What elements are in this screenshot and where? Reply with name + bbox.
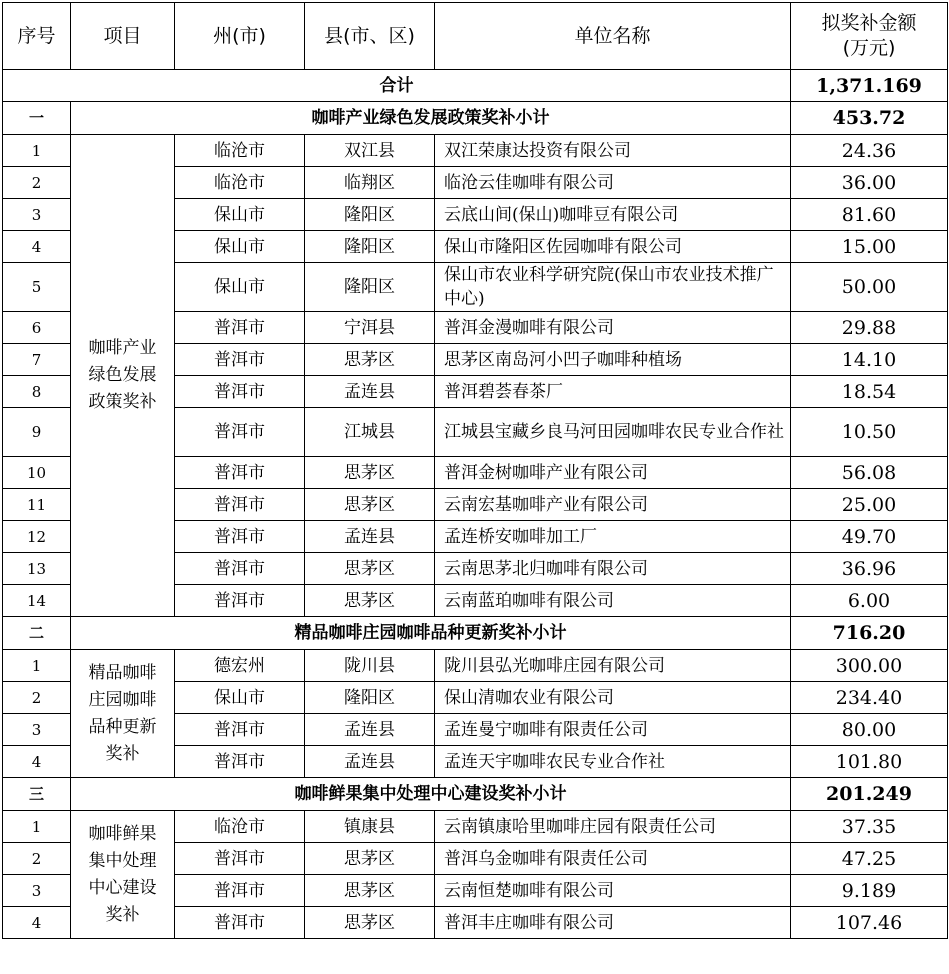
total-row — [3, 70, 948, 102]
row-county: 宁洱县 — [305, 312, 435, 344]
row-unit: 云南宏基咖啡产业有限公司 — [435, 489, 791, 521]
row-county: 思茅区 — [305, 457, 435, 489]
header-unit: 单位名称 — [435, 3, 791, 70]
row-prefecture: 德宏州 — [175, 650, 305, 682]
row-amount: 81.60 — [791, 199, 948, 231]
row-unit: 保山市隆阳区佐园咖啡有限公司 — [435, 231, 791, 263]
row-unit: 江城县宝藏乡良马河田园咖啡农民专业合作社 — [435, 408, 791, 457]
row-unit: 孟连曼宁咖啡有限责任公司 — [435, 714, 791, 746]
row-prefecture: 保山市 — [175, 682, 305, 714]
section-seq: 二 — [3, 617, 71, 650]
row-prefecture: 普洱市 — [175, 875, 305, 907]
row-prefecture: 普洱市 — [175, 746, 305, 778]
row-unit: 云南恒楚咖啡有限公司 — [435, 875, 791, 907]
section-subtotal-label: 精品咖啡庄园咖啡品种更新奖补小计 — [71, 617, 791, 650]
row-unit: 云底山间(保山)咖啡豆有限公司 — [435, 199, 791, 231]
row-county: 孟连县 — [305, 746, 435, 778]
row-seq: 1 — [3, 811, 71, 843]
row-county: 思茅区 — [305, 843, 435, 875]
header-row — [3, 3, 948, 70]
row-seq: 1 — [3, 135, 71, 167]
row-prefecture: 普洱市 — [175, 489, 305, 521]
section-subtotal-label: 咖啡鲜果集中处理中心建设奖补小计 — [71, 778, 791, 811]
row-unit: 保山清咖农业有限公司 — [435, 682, 791, 714]
row-amount: 14.10 — [791, 344, 948, 376]
row-amount: 107.46 — [791, 907, 948, 939]
row-unit: 普洱丰庄咖啡有限公司 — [435, 907, 791, 939]
row-seq: 3 — [3, 199, 71, 231]
row-county: 陇川县 — [305, 650, 435, 682]
category-cell: 精品咖啡庄园咖啡品种更新奖补 — [71, 650, 175, 778]
row-seq: 4 — [3, 231, 71, 263]
row-seq: 8 — [3, 376, 71, 408]
row-amount: 47.25 — [791, 843, 948, 875]
total-amount: 1,371.169 — [791, 70, 948, 102]
section-seq: 一 — [3, 102, 71, 135]
row-amount: 49.70 — [791, 521, 948, 553]
row-prefecture: 普洱市 — [175, 312, 305, 344]
row-seq: 2 — [3, 843, 71, 875]
row-seq: 3 — [3, 714, 71, 746]
category-cell: 咖啡鲜果集中处理中心建设奖补 — [71, 811, 175, 939]
total-label: 合计 — [3, 70, 791, 102]
row-unit: 普洱碧荟春茶厂 — [435, 376, 791, 408]
row-prefecture: 普洱市 — [175, 714, 305, 746]
row-county: 江城县 — [305, 408, 435, 457]
row-prefecture: 普洱市 — [175, 408, 305, 457]
row-amount: 36.96 — [791, 553, 948, 585]
row-amount: 6.00 — [791, 585, 948, 617]
row-amount: 101.80 — [791, 746, 948, 778]
row-prefecture: 临沧市 — [175, 811, 305, 843]
row-prefecture: 普洱市 — [175, 344, 305, 376]
row-unit: 保山市农业科学研究院(保山市农业技术推广中心) — [435, 263, 791, 312]
row-unit: 双江荣康达投资有限公司 — [435, 135, 791, 167]
row-amount: 9.189 — [791, 875, 948, 907]
row-unit: 云南镇康哈里咖啡庄园有限责任公司 — [435, 811, 791, 843]
row-amount: 234.40 — [791, 682, 948, 714]
row-county: 思茅区 — [305, 553, 435, 585]
row-seq: 6 — [3, 312, 71, 344]
row-unit: 孟连桥安咖啡加工厂 — [435, 521, 791, 553]
row-seq: 4 — [3, 746, 71, 778]
row-unit: 云南蓝珀咖啡有限公司 — [435, 585, 791, 617]
row-unit: 普洱金漫咖啡有限公司 — [435, 312, 791, 344]
header-amount — [791, 3, 948, 70]
row-amount: 50.00 — [791, 263, 948, 312]
row-prefecture: 临沧市 — [175, 167, 305, 199]
row-county: 临翔区 — [305, 167, 435, 199]
row-seq: 7 — [3, 344, 71, 376]
row-unit: 云南思茅北归咖啡有限公司 — [435, 553, 791, 585]
row-prefecture: 普洱市 — [175, 585, 305, 617]
row-prefecture: 普洱市 — [175, 457, 305, 489]
section-subtotal-amount: 201.249 — [791, 778, 948, 811]
row-seq: 2 — [3, 682, 71, 714]
row-seq: 10 — [3, 457, 71, 489]
row-county: 隆阳区 — [305, 199, 435, 231]
table-row — [3, 135, 948, 167]
row-county: 隆阳区 — [305, 263, 435, 312]
section-subtotal-row — [3, 778, 948, 811]
row-county: 思茅区 — [305, 907, 435, 939]
row-prefecture: 临沧市 — [175, 135, 305, 167]
row-county: 孟连县 — [305, 521, 435, 553]
section-subtotal-label: 咖啡产业绿色发展政策奖补小计 — [71, 102, 791, 135]
header-seq: 序号 — [3, 3, 71, 70]
row-amount: 36.00 — [791, 167, 948, 199]
row-prefecture: 保山市 — [175, 231, 305, 263]
row-seq: 11 — [3, 489, 71, 521]
section-seq: 三 — [3, 778, 71, 811]
row-seq: 2 — [3, 167, 71, 199]
row-county: 思茅区 — [305, 585, 435, 617]
row-amount: 18.54 — [791, 376, 948, 408]
row-county: 思茅区 — [305, 875, 435, 907]
row-amount: 56.08 — [791, 457, 948, 489]
row-amount: 80.00 — [791, 714, 948, 746]
row-unit: 临沧云佳咖啡有限公司 — [435, 167, 791, 199]
row-county: 镇康县 — [305, 811, 435, 843]
row-county: 思茅区 — [305, 489, 435, 521]
row-seq: 4 — [3, 907, 71, 939]
row-prefecture: 普洱市 — [175, 553, 305, 585]
section-subtotal-row — [3, 102, 948, 135]
row-amount: 10.50 — [791, 408, 948, 457]
row-county: 隆阳区 — [305, 682, 435, 714]
row-seq: 13 — [3, 553, 71, 585]
row-seq: 5 — [3, 263, 71, 312]
row-prefecture: 普洱市 — [175, 521, 305, 553]
section-subtotal-amount: 716.20 — [791, 617, 948, 650]
header-amount-line1: 拟奖补金额 — [821, 12, 917, 34]
row-county: 双江县 — [305, 135, 435, 167]
row-unit: 普洱乌金咖啡有限责任公司 — [435, 843, 791, 875]
category-cell: 咖啡产业绿色发展政策奖补 — [71, 135, 175, 617]
row-unit: 孟连天宇咖啡农民专业合作社 — [435, 746, 791, 778]
row-seq: 14 — [3, 585, 71, 617]
row-county: 孟连县 — [305, 714, 435, 746]
row-county: 隆阳区 — [305, 231, 435, 263]
row-amount: 15.00 — [791, 231, 948, 263]
row-county: 思茅区 — [305, 344, 435, 376]
header-prefecture: 州(市) — [175, 3, 305, 70]
row-amount: 37.35 — [791, 811, 948, 843]
row-amount: 29.88 — [791, 312, 948, 344]
row-prefecture: 保山市 — [175, 199, 305, 231]
row-prefecture: 保山市 — [175, 263, 305, 312]
row-unit: 普洱金树咖啡产业有限公司 — [435, 457, 791, 489]
section-subtotal-row — [3, 617, 948, 650]
row-seq: 3 — [3, 875, 71, 907]
row-prefecture: 普洱市 — [175, 907, 305, 939]
row-amount: 300.00 — [791, 650, 948, 682]
row-seq: 12 — [3, 521, 71, 553]
row-county: 孟连县 — [305, 376, 435, 408]
row-unit: 思茅区南岛河小凹子咖啡种植场 — [435, 344, 791, 376]
header-amount-line2: (万元) — [842, 37, 896, 59]
row-amount: 24.36 — [791, 135, 948, 167]
row-prefecture: 普洱市 — [175, 843, 305, 875]
row-seq: 1 — [3, 650, 71, 682]
row-amount: 25.00 — [791, 489, 948, 521]
section-subtotal-amount: 453.72 — [791, 102, 948, 135]
row-prefecture: 普洱市 — [175, 376, 305, 408]
header-county: 县(市、区) — [305, 3, 435, 70]
subsidy-table — [2, 2, 948, 939]
table-row — [3, 811, 948, 843]
table-row — [3, 650, 948, 682]
row-seq: 9 — [3, 408, 71, 457]
row-unit: 陇川县弘光咖啡庄园有限公司 — [435, 650, 791, 682]
header-item: 项目 — [71, 3, 175, 70]
